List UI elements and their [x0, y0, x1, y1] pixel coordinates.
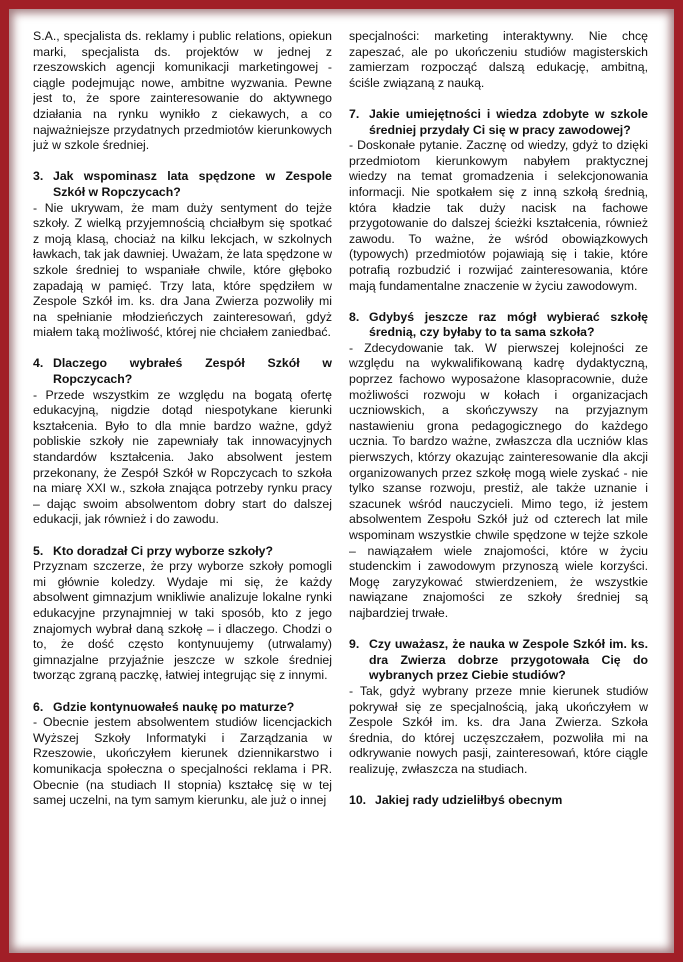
- right-column: [349, 29, 648, 949]
- question-text: Gdzie kontynuowałeś naukę po maturze?: [53, 699, 295, 714]
- question-text: Jakie umiejętności i wiedza zdobyte w szkole średniej przydały Ci się w pracy zawodowej?: [369, 106, 648, 137]
- answer-6: - Obecnie jestem absolwentem studiów licencjackich Wyższej Szkoły Informatyki i Zarządzania w Rzeszowie, ukończyłem kierunek dziennikarstwo i komunikacja społeczna o specjalności reklama i PR. Obecnie (na studiach II stopnia) kształcę się w tej samej uczelni, na tym samym kierunku, ale już o innej: [33, 715, 332, 808]
- answer-4: - Przede wszystkim ze względu na bogatą ofertę edukacyjną, nigdzie dotąd niespotykane kierunki kształcenia. Było to dla mnie bardzo ważne, gdyż pobliskie szkoły nie zapewniały tak innowacyjnych standardów kształcenia. Jako absolwent jestem przekonany, że Zespół Szkół w Ropczycach to szkoła na miarę XXI w., szkoła znająca potrzeby rynku pracy – dając swoim absolwentom dobry start do dalszej edukacji, jak również i do zawodu.: [33, 387, 332, 527]
- question-number: 9.: [349, 637, 360, 652]
- answer-3: - Nie ukrywam, że mam duży sentyment do tejże szkoły. Z wielką przyjemnością chciałbym się spotkać z moją klasą, chociaż na kilku lekcjach, w szkolnych ławkach, tak jak dawniej. Uważam, że lata spędzone w szkole średniej to wspaniałe chwile, które głęboko zapadają w pamięć. Trzy lata, które spędziłem w Zespole Szkół im. ks. dra Jana Zwierza pozwoliły mi na spełnianie młodzieńczych zainteresowań, gdyż miałem taką możliwość, której nie chciałem zaniedbać.: [33, 200, 332, 340]
- question-text: Jakiej rady udzieliłbyś obecnym: [375, 793, 563, 808]
- intro-paragraph: S.A., specjalista ds. reklamy i public relations, opiekun marki, specjalista ds. projektów w jednej z rzeszowskich agencji komunikacji marketingowej - ciągle podejmując nowe, ambitne wyzwania. Pewne jest to, że spore zainteresowanie do aktywnego działania na rynku wynikło z ciekawych, a co najważniejsze przydatnych przedmiotów kierunkowych już w szkole średniej.: [33, 29, 332, 153]
- question-text: Kto doradzał Ci przy wyborze szkoły?: [53, 543, 274, 558]
- question-3: [33, 169, 332, 200]
- answer-7: - Doskonałe pytanie. Zacznę od wiedzy, gdyż to dzięki przedmiotom kierunkowym nabyłem praktycznej wiedzy na temat gromadzenia i selekcjonowania informacji. Nie spotkałem się z inną szkołą średnią, która kładzie tak duży nacisk na fachowe przygotowanie do dalszej ścieżki kształcenia, również zawodu. To ważne, że wśród obowiązkowych (typowych) przedmiotów pojawiają się i takie, które potrafią rozbudzić i rozwijać zainteresowania, które mają fundamentalne znaczenie w życiu zawodowym.: [349, 138, 648, 293]
- question-8: [349, 310, 648, 341]
- question-number: 6.: [33, 699, 44, 714]
- question-text: Czy uważasz, że nauka w Zespole Szkół im. ks. dra Zwierza dobrze przygotowała Cię do wybranych przez Ciebie studiów?: [369, 637, 648, 683]
- question-text: Gdybyś jeszcze raz mógł wybierać szkołę średnią, czy byłaby to ta sama szkoła?: [369, 309, 648, 340]
- question-9: [349, 637, 648, 684]
- left-column: [33, 29, 332, 949]
- question-number: 8.: [349, 309, 360, 324]
- question-number: 7.: [349, 106, 360, 121]
- answer-5: Przyznam szczerze, że przy wyborze szkoły pomogli mi głównie koledzy. Wydaje mi się, że każdy absolwent gimnazjum wnikliwie analizuje lokalne rynki edukacyjne przynajmniej w taki sposób, kto z jego znajomych wybrał daną szkołę – i dlaczego. Chodzi o to, że dość często kontynuujemy (utrwalamy) gimnazjalne przyjaźnie jeszcze w szkole średniej tworząc zgraną paczkę, łatwiej integrując się z innymi.: [33, 559, 332, 683]
- answer-9: - Tak, gdyż wybrany przeze mnie kierunek studiów pokrywał się ze specjalnością, jaką ukończyłem w Zespole Szkół im. ks. dra Jana Zwierza. Szkoła średnia, do której uczęszczałem, pozwoliła mi na odkrywanie nowych pasji, zainteresowań, które ciągle realizuję, zwłaszcza na studiach.: [349, 683, 648, 776]
- question-number: 10.: [349, 793, 367, 808]
- question-text: Dlaczego wybrałeś Zespół Szkół w Ropczycach?: [53, 356, 332, 387]
- question-4: [33, 356, 332, 387]
- question-number: 3.: [33, 169, 44, 184]
- question-text: Jak wspominasz lata spędzone w Zespole Szkół w Ropczycach?: [53, 169, 332, 199]
- question-6: [33, 700, 332, 716]
- continued-paragraph: specjalności: marketing interaktywny. Nie chcę zapeszać, ale po ukończeniu studiów magisterskich zamierzam rozpocząć dalszą edukację, ambitną, ściśle związaną z nauką.: [349, 29, 648, 90]
- question-5: [33, 544, 332, 560]
- question-number: 4.: [33, 356, 44, 371]
- question-number: 5.: [33, 543, 44, 558]
- answer-8: - Zdecydowanie tak. W pierwszej kolejności ze względu na wykwalifikowaną kadrę dydaktyczną, poprzez fachowo wyposażone klasopracownie, duże możliwości rozwoju w kołach i organizacjach uczniowskich, a skończywszy na przyjaznym nastawieniu grona pedagogicznego do każdego ucznia. To bardzo ważne, zwłaszcza dla uczniów klas pierwszych, którzy okazując zainteresowanie dla akcji organizowanych przez szkołę mogą wiele zyskać - nie tylko szanse rozwoju, prestiż, ale także uznanie i szacunek wśród nauczycieli. Mimo tego, iż jestem absolwentem Zespołu Szkół już od czterech lat mile wspominam wszystkie chwile spędzone w tejże szkole – nawiązałem wiele znajomości, które w życiu studenckim i zawodowym przynoszą wiele korzyści. Mogę zaryzykować stwierdzeniem, że wszystkie nawiązane znajomości ze szkoły średniej są najbardziej trwałe.: [349, 340, 648, 620]
- question-7: [349, 107, 648, 138]
- question-10: [349, 793, 648, 809]
